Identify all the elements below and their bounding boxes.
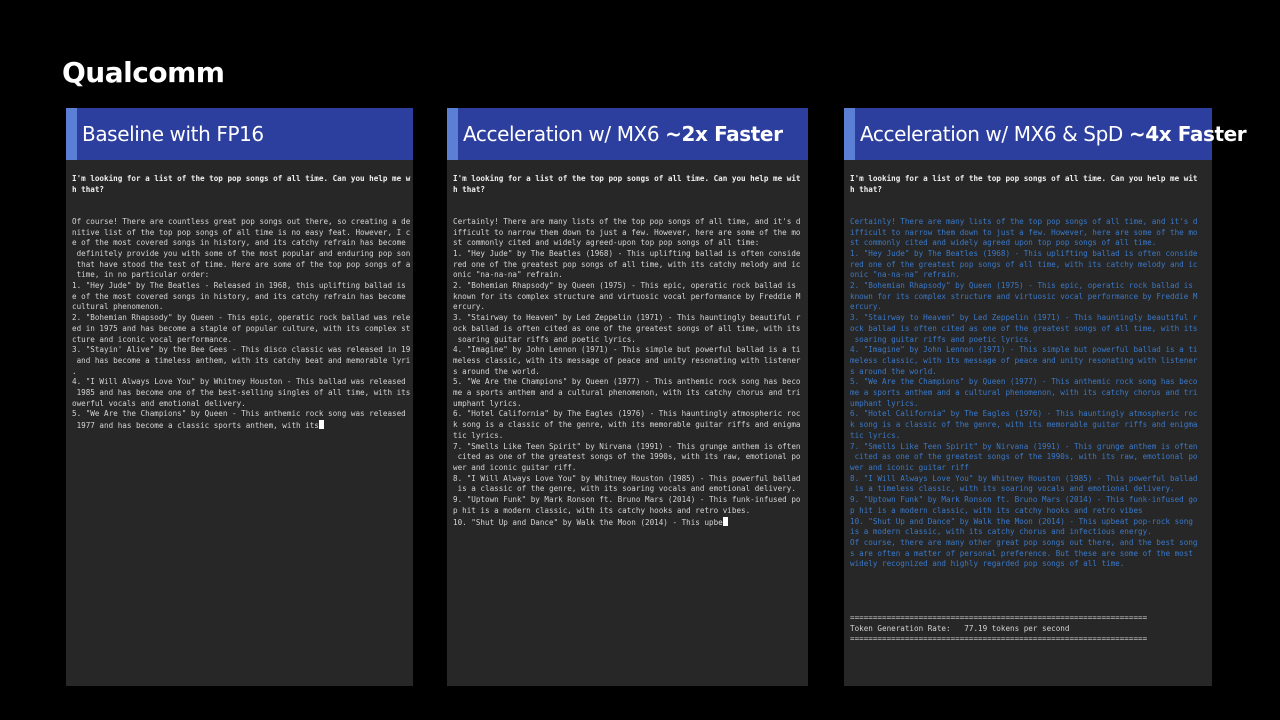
response-line: p hit is a modern classic, with its catchy hooks and retro vibes <box>850 505 1143 515</box>
panel-title: Acceleration w/ MX6 & SpD ~4x Faster <box>860 122 1247 146</box>
panel-title: Baseline with FP16 <box>82 122 264 146</box>
response-line: onic "na-na-na" refrain. <box>453 270 563 280</box>
response-line: 5. "We Are the Champions" by Queen (1977) - This anthemic rock song has beco <box>453 377 801 387</box>
response-line: 6. "Hotel California" by The Eagles (1976) - This hauntingly atmospheric roc <box>453 409 801 419</box>
response-line: umphant lyrics. <box>453 398 522 408</box>
response-line: meless classic, with its message of peace and unity resonating with listener <box>850 355 1198 365</box>
response-line: 1. "Hey Jude" by The Beatles - Released in 1968, this uplifting ballad is <box>72 281 406 291</box>
response-line <box>453 195 808 206</box>
response-line: ================================================================= <box>850 612 1148 622</box>
response-line: Of course, there are many other great pop songs out there, and the best song <box>850 537 1198 547</box>
response-line: 6. "Hotel California" by The Eagles (1976) - This hauntingly atmospheric roc <box>850 409 1198 419</box>
response-line: known for its complex structure and virtuosic vocal performance by Freddie M <box>850 291 1198 301</box>
response-line <box>850 591 1212 602</box>
response-line: soaring guitar riffs and poetic lyrics. <box>850 334 1033 344</box>
response-line: widely recognized and highly regarded pop songs of all time. <box>850 559 1125 569</box>
response-line: 2. "Bohemian Rhapsody" by Queen (1975) - This epic, operatic rock ballad is <box>850 281 1193 291</box>
response-line: 1985 and has become one of the best-selling singles of all time, with its <box>72 388 411 398</box>
response-line: ercury. <box>453 302 486 312</box>
response-line: wer and iconic guitar riff. <box>453 462 577 472</box>
response-line: 7. "Smells Like Teen Spirit" by Nirvana (1991) - This grunge anthem is often <box>850 441 1198 451</box>
response-line: soaring guitar riffs and poetic lyrics. <box>453 334 636 344</box>
response-line <box>850 602 1212 613</box>
response-line: 3. "Stairway to Heaven" by Led Zeppelin (1971) - This hauntingly beautiful r <box>453 313 801 323</box>
response-line: that have stood the test of time. Here are some of the top pop songs of a <box>72 259 411 269</box>
response-line: nitive list of the top pop songs of all time is no easy feat. However, I c <box>72 227 411 237</box>
prompt-line: h that? <box>850 184 883 194</box>
response-line: definitely provide you with some of the most popular and enduring pop son <box>72 248 411 258</box>
header-accent-bar <box>66 108 77 160</box>
response-line: ================================================================= <box>850 634 1148 644</box>
response-line: st commonly cited and widely agreed-upon top pop songs of all time: <box>453 238 760 248</box>
response-line: wer and iconic guitar riff <box>850 462 969 472</box>
text-cursor <box>723 517 728 526</box>
response-line: s around the world. <box>453 366 540 376</box>
response-line: 9. "Uptown Funk" by Mark Ronson ft. Bruno Mars (2014) - This funk-infused go <box>850 495 1198 505</box>
response-line: red one of the greatest pop songs of all time, with its catchy melody and ic <box>850 259 1198 269</box>
response-line: is a modern classic, with its catchy chorus and infectious energy. <box>850 527 1152 537</box>
response-line: ed in 1975 and has become a staple of popular culture, with its complex st <box>72 323 411 333</box>
header-accent-bar <box>844 108 855 160</box>
response-line: me a sports anthem and a cultural phenomenon, with its catchy chorus and tri <box>850 388 1198 398</box>
response-line: s around the world. <box>850 366 937 376</box>
response-line: Token Generation Rate: 77.19 tokens per second <box>850 623 1070 633</box>
response-line: ifficult to narrow them down to just a few. However, here are some of the mo <box>453 227 801 237</box>
response-line: time, in no particular order: <box>72 270 210 280</box>
response-line: 1977 and has become a classic sports anthem, with its <box>72 420 413 432</box>
response-line <box>453 206 808 217</box>
response-line: k song is a classic of the genre, with its memorable guitar riffs and enigma <box>850 420 1198 430</box>
prompt-line: I'm looking for a list of the top pop songs of all time. Can you help me wit <box>453 174 801 183</box>
response-line: e of the most covered songs in history, and its catchy refrain has become <box>72 238 406 248</box>
response-line: is a classic of the genre, with its soaring vocals and emotional delivery. <box>453 484 796 494</box>
panel-mx6 <box>447 108 808 686</box>
response-line <box>850 195 1212 206</box>
response-line: me a sports anthem and a cultural phenomenon, with its catchy chorus and tri <box>453 388 801 398</box>
prompt-line: h that? <box>453 184 486 194</box>
terminal-output <box>850 174 1212 645</box>
panel-mx6-spd <box>844 108 1247 686</box>
response-line: cited as one of the greatest songs of the 1990s, with its raw, emotional po <box>453 452 801 462</box>
response-line: and has become a timeless anthem, with its catchy beat and memorable lyri <box>72 355 411 365</box>
response-line: 8. "I Will Always Love You" by Whitney Houston (1985) - This powerful ballad <box>453 473 801 483</box>
prompt-line: I'm looking for a list of the top pop songs of all time. Can you help me wit <box>850 174 1198 183</box>
response-line: 3. "Stayin' Alive" by the Bee Gees - This disco classic was released in 19 <box>72 345 411 355</box>
response-line: tic lyrics. <box>850 430 901 440</box>
response-line: e of the most covered songs in history, and its catchy refrain has become <box>72 291 406 301</box>
panel-title: Acceleration w/ MX6 ~2x Faster <box>463 122 783 146</box>
prompt-line: I'm looking for a list of the top pop songs of all time. Can you help me w <box>72 174 411 183</box>
response-line: ock ballad is often cited as one of the greatest songs of all time, with its <box>453 323 801 333</box>
response-line: tic lyrics. <box>453 430 504 440</box>
response-line: 4. "Imagine" by John Lennon (1971) - This simple but powerful ballad is a ti <box>453 345 801 355</box>
response-line <box>72 195 413 206</box>
response-line: 2. "Bohemian Rhapsody" by Queen (1975) - This epic, operatic rock ballad is <box>453 281 796 291</box>
response-line: 4. "I Will Always Love You" by Whitney Houston - This ballad was released <box>72 377 406 387</box>
response-line: meless classic, with its message of peace and unity resonating with listener <box>453 355 801 365</box>
response-line: 7. "Smells Like Teen Spirit" by Nirvana (1991) - This grunge anthem is often <box>453 441 801 451</box>
qualcomm-logo: Qualcomm <box>62 56 225 89</box>
response-line: 10. "Shut Up and Dance" by Walk the Moon (2014) - This upbeat pop-rock song <box>850 516 1193 526</box>
response-line: Certainly! There are many lists of the top pop songs of all time, and it's d <box>453 216 801 226</box>
response-line: 1. "Hey Jude" by The Beatles (1968) - This uplifting ballad is often conside <box>850 248 1198 258</box>
response-line <box>850 206 1212 217</box>
response-line: cultural phenomenon. <box>72 302 164 312</box>
response-line: p hit is a modern classic, with its catchy hooks and retro vibes. <box>453 505 751 515</box>
response-line: s are often a matter of personal preference. But these are some of the most <box>850 548 1193 558</box>
response-line: ercury. <box>850 302 883 312</box>
response-line: is a timeless classic, with its soaring vocals and emotional delivery. <box>850 484 1175 494</box>
response-line: ock ballad is often cited as one of the greatest songs of all time, with its <box>850 323 1198 333</box>
response-line: owerful vocals and emotional delivery. <box>72 398 246 408</box>
panel-header <box>447 108 808 160</box>
response-line: ifficult to narrow them down to just a few. However, here are some of the mo <box>850 227 1198 237</box>
response-line: 3. "Stairway to Heaven" by Led Zeppelin (1971) - This hauntingly beautiful r <box>850 313 1198 323</box>
response-line: 1. "Hey Jude" by The Beatles (1968) - This uplifting ballad is often conside <box>453 248 801 258</box>
panel-header <box>844 108 1247 160</box>
response-line: cited as one of the greatest songs of the 1990s, with its raw, emotional po <box>850 452 1198 462</box>
response-line: 2. "Bohemian Rhapsody" by Queen - This epic, operatic rock ballad was rele <box>72 313 411 323</box>
response-line: 8. "I Will Always Love You" by Whitney Houston (1985) - This powerful ballad <box>850 473 1198 483</box>
response-line: st commonly cited and widely agreed upon top pop songs of all time. <box>850 238 1157 248</box>
response-line: k song is a classic of the genre, with its memorable guitar riffs and enigma <box>453 420 801 430</box>
response-line: known for its complex structure and virtuosic vocal performance by Freddie M <box>453 291 801 301</box>
response-line: Certainly! There are many lists of the top pop songs of all time, and it's d <box>850 216 1198 226</box>
panel-baseline <box>66 108 413 686</box>
response-line: Of course! There are countless great pop songs out there, so creating a de <box>72 216 411 226</box>
prompt-line: h that? <box>72 184 105 194</box>
response-line: 5. "We Are the Champions" by Queen (1977) - This anthemic rock song has beco <box>850 377 1198 387</box>
text-cursor <box>319 420 324 429</box>
response-line <box>850 570 1212 581</box>
response-line: red one of the greatest pop songs of all time, with its catchy melody and ic <box>453 259 801 269</box>
terminal-output <box>453 174 808 528</box>
response-line <box>850 581 1212 592</box>
response-line: umphant lyrics. <box>850 398 919 408</box>
response-line <box>72 206 413 217</box>
terminal-output <box>72 174 413 432</box>
response-line: onic "na-na-na" refrain. <box>850 270 960 280</box>
panel-header <box>66 108 413 160</box>
response-line: 10. "Shut Up and Dance" by Walk the Moon (2014) - This upbe <box>453 517 808 529</box>
response-line: . <box>72 366 77 376</box>
header-accent-bar <box>447 108 458 160</box>
response-line: 5. "We Are the Champions" by Queen - This anthemic rock song was released <box>72 409 406 419</box>
response-line: 9. "Uptown Funk" by Mark Ronson ft. Bruno Mars (2014) - This funk-infused po <box>453 495 801 505</box>
response-line: 4. "Imagine" by John Lennon (1971) - This simple but powerful ballad is a ti <box>850 345 1198 355</box>
response-line: cture and iconic vocal performance. <box>72 334 233 344</box>
